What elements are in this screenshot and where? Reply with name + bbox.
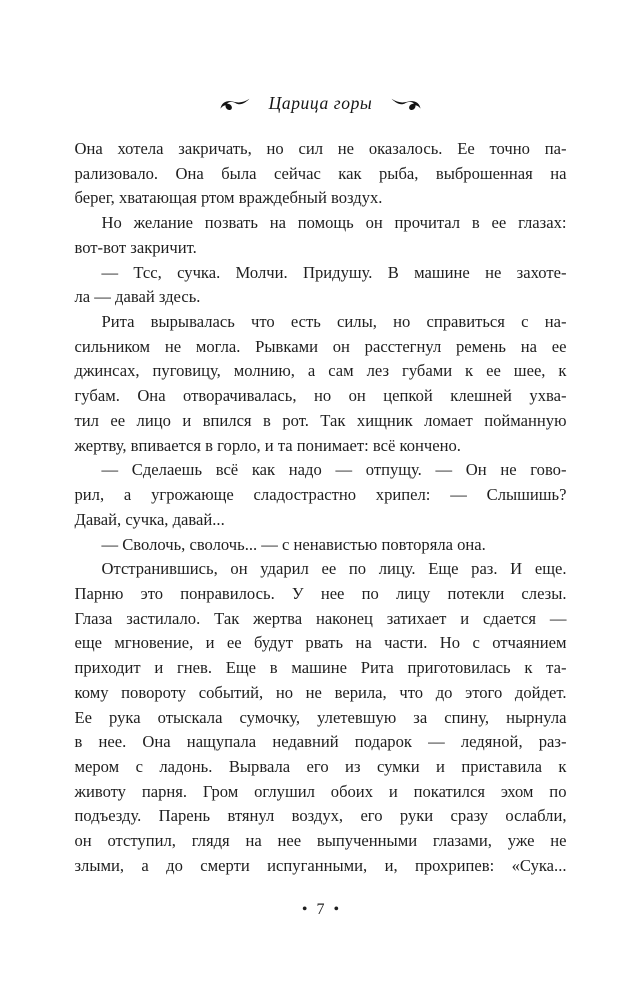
footer-bullet-left: • xyxy=(301,900,308,918)
text-line: — Тсс, сучка. Молчи. Придушу. В машине не захоте- xyxy=(101,262,567,282)
page-footer xyxy=(0,901,641,919)
body-text xyxy=(75,137,567,879)
text-line: злыми, а до смерти испуганными, и, прохрипев: «Сука... xyxy=(74,855,567,875)
text-line: Отстранившись, он ударил ее по лицу. Еще раз. И еще. xyxy=(101,559,567,579)
text-line: он отступил, глядя на нее выпученными глазами, уже не xyxy=(74,831,567,851)
text-line: — Сволочь, сволочь... — с ненавистью повторяла она. xyxy=(101,534,486,554)
text-line: жертву, впивается в горло, и та понимает: всё кончено. xyxy=(74,435,461,455)
text-line: в нее. Она нащупала недавний подарок — ледяной, раз- xyxy=(74,732,567,752)
text-line: тил ее лицо и впился в рот. Так хищник ломает пойманную xyxy=(74,410,567,430)
text-line: Рита вырывалась что есть силы, но справиться с на- xyxy=(101,312,567,332)
text-line: берег, хватающая ртом враждебный воздух. xyxy=(74,188,383,208)
paragraph xyxy=(75,533,567,558)
text-line: кому повороту событий, но не верила, что до этого дойдет. xyxy=(74,682,567,702)
text-line: губам. Она отворачивалась, но он цепкой клешней ухва- xyxy=(74,386,567,406)
paragraph xyxy=(75,137,567,211)
text-line: рализовало. Она была сейчас как рыба, выброшенная на xyxy=(74,163,567,183)
text-line: ла — давай здесь. xyxy=(74,287,201,307)
paragraph xyxy=(75,261,567,310)
running-title: Царица горы xyxy=(268,92,373,113)
paragraph xyxy=(75,310,567,458)
text-line: Она хотела закричать, но сил не оказалось. Ее точно па- xyxy=(74,139,567,158)
text-line: приходит и гнев. Еще в машине Рита приготовилась к та- xyxy=(74,658,567,678)
paragraph xyxy=(75,557,567,878)
text-line: джинсах, пуговицу, молнию, а сам лез губами к ее шее, к xyxy=(74,361,567,381)
text-line: Глаза застилало. Так жертва наконец затихает и сдается — xyxy=(74,608,567,628)
flourish-right-icon xyxy=(390,96,422,111)
text-line: Ее рука отыскала сумочку, улетевшую за спину, нырнула xyxy=(74,707,567,727)
paragraph xyxy=(75,211,567,260)
text-line: животу парня. Гром оглушил обоих и покатился эхом по xyxy=(74,781,567,801)
text-line: Парню это понравилось. У нее по лицу потекли слезы. xyxy=(74,583,567,603)
flourish-left-icon xyxy=(219,96,251,111)
footer-bullet-right: • xyxy=(333,900,340,918)
text-line: рил, а угрожающе сладострастно хрипел: — Слышишь? xyxy=(74,485,567,505)
text-line: Давай, сучка, давай... xyxy=(74,509,225,529)
page-header xyxy=(0,92,641,114)
text-line: вот-вот закричит. xyxy=(74,237,197,257)
page-number: 7 xyxy=(316,900,325,918)
text-line: мером с ладонь. Вырвала его из сумки и приставила к xyxy=(74,756,567,776)
text-line: еще мгновение, и ее будут рвать на части. Но с отчаянием xyxy=(74,633,567,653)
text-line: Но желание позвать на помощь он прочитал в ее глазах: xyxy=(101,213,567,233)
paragraph xyxy=(75,458,567,532)
text-line: подъезду. Парень втянул воздух, его руки сразу ослабли, xyxy=(74,806,567,826)
text-line: сильником не могла. Рывками он расстегнул ремень на ее xyxy=(74,336,567,356)
text-line: — Сделаешь всё как надо — отпущу. — Он не гово- xyxy=(101,460,567,480)
